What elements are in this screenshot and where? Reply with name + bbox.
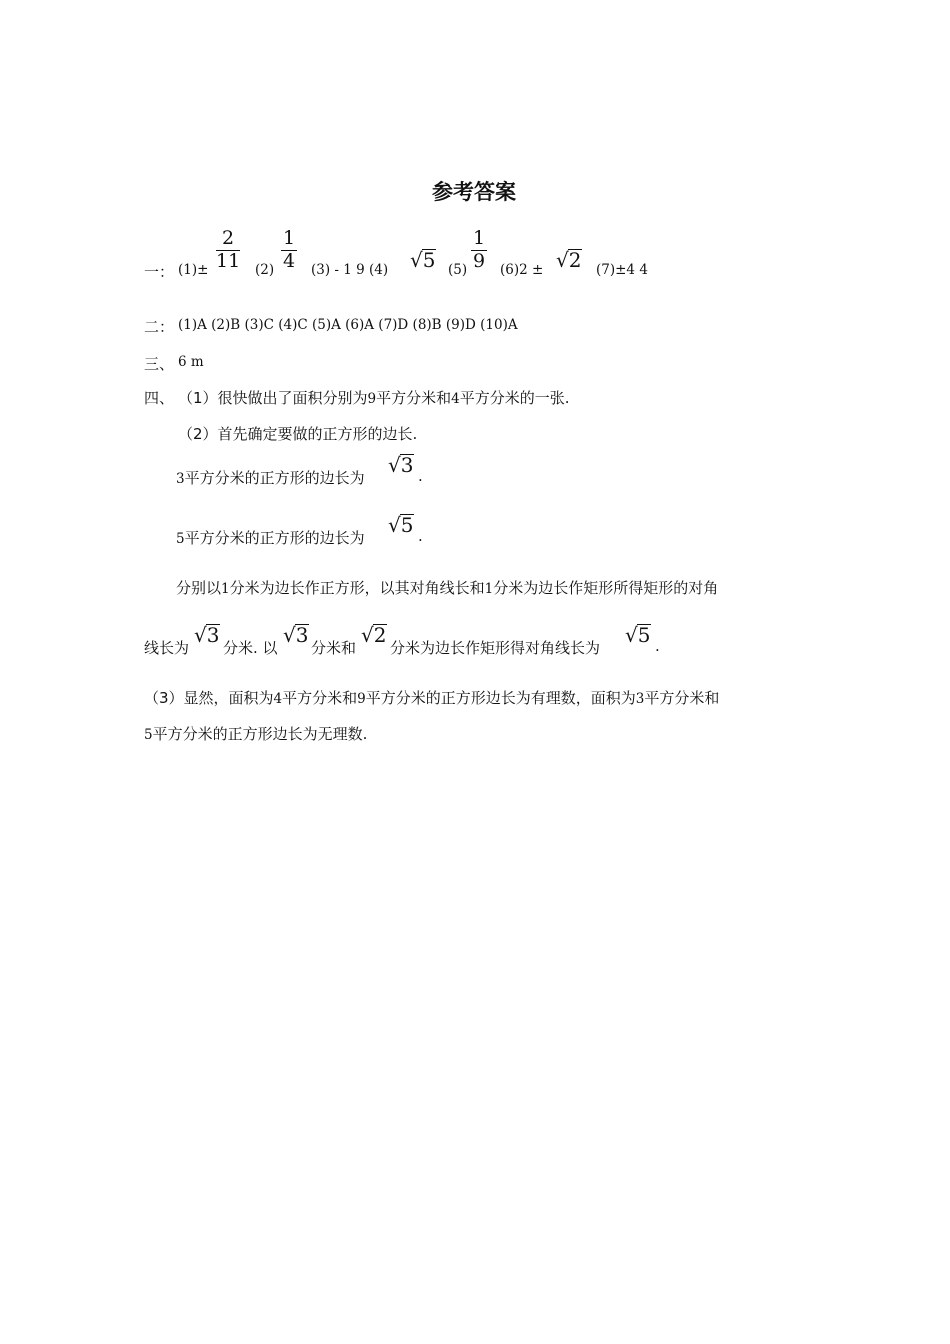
sqrt-2 (556, 249, 582, 270)
text: 分米为边长作正方形，以其对角线长和 (229, 579, 485, 597)
section-4-label: 四、 (144, 389, 175, 407)
text: 平方分米的正方形的边长为 (184, 529, 365, 547)
radical-sign: √ (361, 623, 374, 647)
fraction-denominator: 9 (473, 250, 486, 272)
text: 分别以 (176, 579, 222, 597)
radicand: 2 (568, 248, 582, 272)
fraction-1-9 (471, 229, 487, 271)
radicand: 2 (373, 623, 387, 647)
text: 分米为边长作矩形得对角线长为 (390, 639, 601, 657)
fraction-numerator: 1 (473, 227, 486, 249)
sqrt-5 (625, 624, 651, 645)
text: 分米和 (311, 639, 357, 657)
section-4-line-3 (176, 467, 365, 488)
sqrt-2 (361, 624, 387, 645)
radical-sign: √ (556, 248, 569, 272)
section-3-label: 三、 (144, 355, 175, 373)
text: 分米. 以 (223, 639, 278, 657)
text: 平方分米的一张. (459, 389, 570, 407)
fraction-numerator: 1 (283, 227, 296, 249)
radical-sign: √ (194, 623, 207, 647)
section-2-label: 二： (144, 318, 175, 336)
section-4-line-7 (144, 687, 719, 708)
radicand: 5 (637, 623, 651, 647)
answer-5-prefix: (5) (448, 262, 468, 278)
fraction-numerator: 2 (222, 227, 235, 249)
text: 平方分米的正方形的边长为 (184, 469, 365, 487)
radicand: 3 (295, 623, 309, 647)
answer-2-prefix: (2) (255, 262, 275, 278)
period: . (418, 467, 423, 485)
sqrt-3 (388, 454, 414, 475)
text: （3）显然，面积为 (144, 689, 274, 707)
number: 4 (273, 691, 283, 707)
answer-3-4-text: (3) - 1 9 (4) (311, 262, 389, 278)
text: 平方分米和 (282, 689, 358, 707)
number: 5 (176, 531, 185, 547)
fraction-1-4 (281, 229, 297, 271)
section-4-line-4 (176, 527, 365, 548)
period: . (418, 527, 423, 545)
text: 平方分米的正方形边长为无理数. (152, 725, 368, 743)
sqrt-5 (410, 249, 436, 270)
page-title: 参考答案 (432, 180, 516, 204)
answer-6-text: (6)2 ± (500, 262, 544, 278)
radical-sign: √ (388, 453, 401, 477)
section-4-line-2: （2）首先确定要做的正方形的边长. (178, 425, 418, 443)
text: 平方分米和 (376, 389, 452, 407)
section-1-label: 一： (144, 263, 175, 281)
answer-7-text: (7)±4 4 (596, 262, 648, 278)
number: 5 (144, 727, 153, 743)
period: . (655, 637, 660, 655)
text: 分米为边长作矩形所得矩形的对角 (493, 579, 719, 597)
text: （1）很快做出了面积分别为 (178, 389, 368, 407)
number: 9 (367, 391, 377, 407)
section-3-answer: 6 m (178, 354, 204, 370)
sqrt-3 (283, 624, 309, 645)
fraction-denominator: 4 (283, 250, 296, 272)
sqrt-5 (388, 514, 414, 535)
sqrt-3 (194, 624, 220, 645)
number: 1 (221, 581, 230, 597)
radicand: 3 (206, 623, 220, 647)
radical-sign: √ (410, 248, 423, 272)
number: 1 (484, 581, 494, 597)
fraction-2-11 (216, 229, 240, 271)
text: 平方分米的正方形边长为有理数，面积为 (365, 689, 636, 707)
number: 4 (451, 391, 460, 407)
radicand: 3 (400, 453, 414, 477)
radicand: 5 (422, 248, 436, 272)
section-4-line-8 (144, 723, 367, 744)
text: 平方分米和 (644, 689, 720, 707)
radicand: 5 (400, 513, 414, 537)
radical-sign: √ (283, 623, 296, 647)
answer-1-prefix: (1)± (178, 262, 209, 278)
number: 3 (176, 471, 185, 487)
number: 3 (635, 691, 645, 707)
section-2-answers: (1)A (2)B (3)C (4)C (5)A (6)A (7)D (8)B (9)D (10)A (178, 317, 518, 333)
section-4-line-5 (176, 577, 718, 598)
section-4-line-6-start: 线长为 (144, 639, 190, 657)
radical-sign: √ (388, 513, 401, 537)
number: 9 (357, 691, 366, 707)
section-4-line-1 (178, 387, 570, 408)
fraction-denominator: 11 (216, 250, 241, 272)
radical-sign: √ (625, 623, 638, 647)
